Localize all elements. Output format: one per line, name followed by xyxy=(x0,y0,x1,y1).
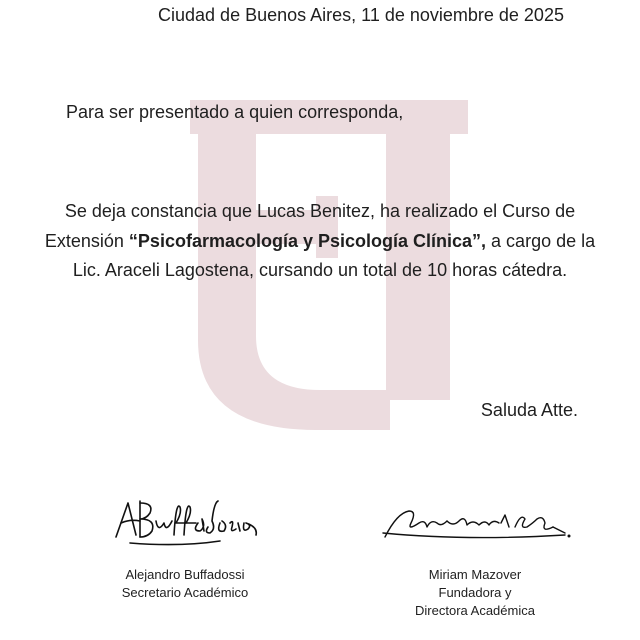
certificate-body xyxy=(40,197,600,286)
signatory-name-right: Miriam Mazover xyxy=(428,567,522,582)
document-date: Ciudad de Buenos Aires, 11 de noviembre de 2025 xyxy=(158,5,564,25)
signatory-role-left: Secretario Académico xyxy=(121,585,249,600)
body-intro: Se deja constancia que Lucas Benitez, ha realizado el Curso de Extensión xyxy=(44,201,576,251)
handwritten-signature-right xyxy=(375,493,575,545)
signature-block-left xyxy=(90,493,280,602)
closing: Saluda Atte. xyxy=(480,400,578,420)
signature-block-right xyxy=(370,493,580,620)
handwritten-signature-left xyxy=(110,493,260,553)
signatory-role-right: Fundadora y Directora Académica xyxy=(415,585,535,618)
course-title: “Psicofarmacología y Psicología Clínica”, xyxy=(128,230,487,251)
body-rest: a cargo de la Lic. Araceli Lagostena, cursando un total de 10 horas cátedra. xyxy=(72,230,596,280)
signatory-name-left: Alejandro Buffadossi xyxy=(125,567,245,582)
salutation: Para ser presentado a quien corresponda, xyxy=(66,102,404,122)
